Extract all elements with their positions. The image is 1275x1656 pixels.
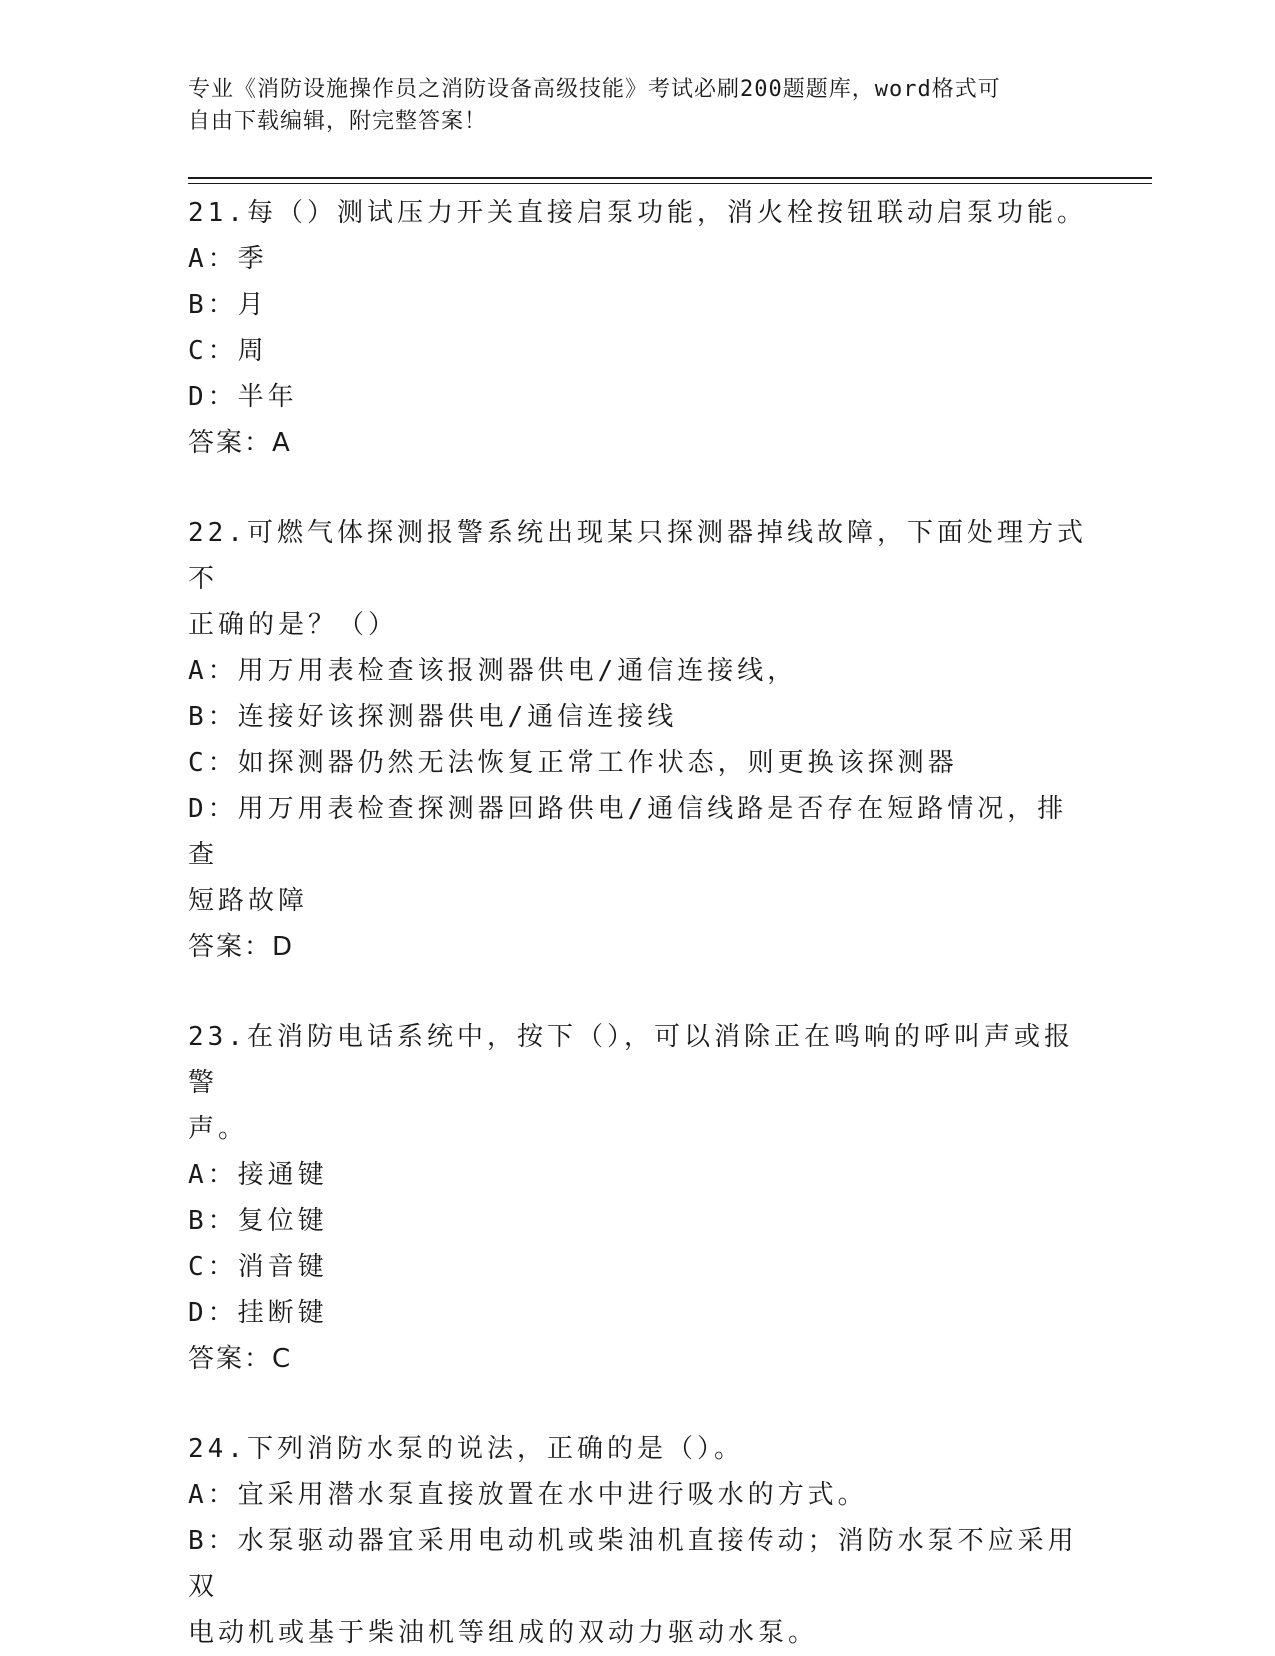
answer-option: D：用万用表检查探测器回路供电/通信线路是否存在短路情况，排查 [188, 794, 1068, 870]
question-list [188, 190, 1088, 1656]
answer-option: B：连接好该探测器供电/通信连接线 [188, 702, 678, 732]
header-line-2: 自由下载编辑，附完整答案！ [188, 109, 488, 134]
answer-key: 答案：C [188, 1344, 293, 1374]
question-text: 声。 [188, 1114, 249, 1144]
question-block [188, 1014, 1088, 1382]
answer-option: C：消音键 [188, 1252, 328, 1282]
answer-option: B：水泵驱动器宜采用电动机或柴油机直接传动；消防水泵不应采用双 [188, 1526, 1078, 1602]
question-text: 正确的是？（） [188, 610, 399, 640]
question-text: 23.在消防电话系统中，按下（），可以消除正在鸣响的呼叫声或报警 [188, 1022, 1074, 1098]
question-text: 22.可燃气体探测报警系统出现某只探测器掉线故障，下面处理方式不 [188, 518, 1087, 594]
header-rule-thick [188, 177, 1152, 179]
question-text: 24.下列消防水泵的说法，正确的是（）。 [188, 1434, 744, 1464]
question-spacer [188, 1382, 1088, 1426]
answer-option: A：季 [188, 244, 268, 274]
answer-option: C：如探测器仍然无法恢复正常工作状态，则更换该探测器 [188, 748, 958, 778]
question-block [188, 1426, 1088, 1656]
question-block [188, 510, 1088, 970]
answer-option: 短路故障 [188, 886, 309, 916]
header-line-1: 专业《消防设施操作员之消防设备高级技能》考试必刷200题题库，word格式可 [188, 77, 1001, 102]
header-rule-thin [188, 183, 1152, 184]
answer-key: 答案：D [188, 932, 295, 962]
question-text: 21.每（）测试压力开关直接启泵功能，消火栓按钮联动启泵功能。 [188, 198, 1087, 228]
question-spacer [188, 466, 1088, 510]
question-block [188, 190, 1088, 466]
answer-option: A：接通键 [188, 1160, 328, 1190]
answer-option: 电动机或基于柴油机等组成的双动力驱动水泵。 [188, 1618, 819, 1648]
answer-option: C：周 [188, 336, 268, 366]
answer-option: A：用万用表检查该报测器供电/通信连接线， [188, 656, 798, 686]
answer-key: 答案：A [188, 428, 292, 458]
answer-option: D：半年 [188, 382, 298, 412]
document-header [188, 74, 1068, 138]
answer-option: B：月 [188, 290, 268, 320]
question-spacer [188, 970, 1088, 1014]
answer-option: D：挂断键 [188, 1298, 328, 1328]
answer-option: A：宜采用潜水泵直接放置在水中进行吸水的方式。 [188, 1480, 868, 1510]
answer-option: B：复位键 [188, 1206, 328, 1236]
